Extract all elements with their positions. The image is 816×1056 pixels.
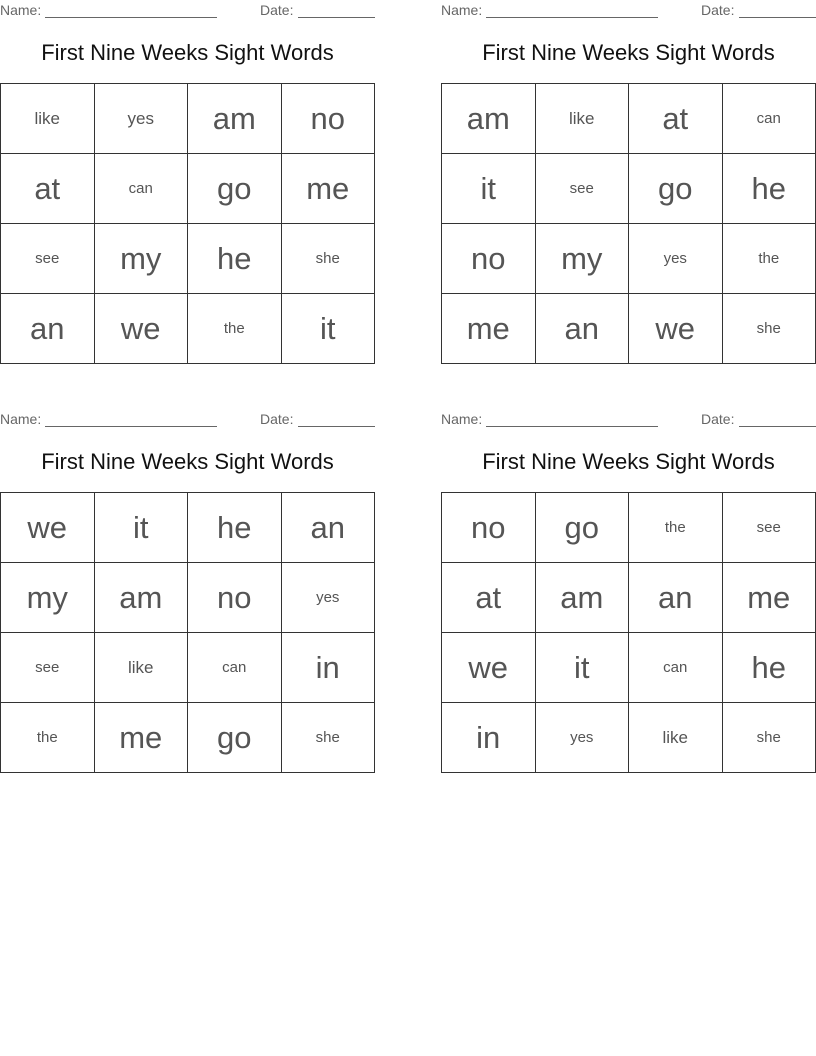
word-cell: see — [722, 493, 816, 563]
word-cell: can — [722, 84, 816, 154]
grid-row — [442, 493, 816, 563]
grid-row — [442, 224, 816, 294]
word-cell: at — [442, 563, 536, 633]
word-cell: am — [535, 563, 629, 633]
word-cell: we — [1, 493, 95, 563]
word-cell: go — [535, 493, 629, 563]
word-grid — [0, 83, 375, 364]
name-date-line — [0, 0, 375, 22]
word-grid — [441, 83, 816, 364]
date-label: Date: — [701, 2, 735, 18]
date-blank-line — [739, 17, 816, 18]
date-label: Date: — [260, 411, 294, 427]
grid-row — [442, 703, 816, 773]
word-cell: the — [1, 703, 95, 773]
word-cell: like — [94, 633, 188, 703]
word-cell: she — [722, 294, 816, 364]
word-cell: at — [629, 84, 723, 154]
bingo-card — [441, 0, 816, 346]
word-cell: can — [188, 633, 282, 703]
name-label: Name: — [441, 411, 483, 427]
word-cell: see — [1, 633, 95, 703]
word-cell: my — [94, 224, 188, 294]
card-title: First Nine Weeks Sight Words — [41, 449, 334, 474]
word-cell: she — [281, 703, 375, 773]
word-cell: she — [281, 224, 375, 294]
grid-row — [1, 154, 375, 224]
word-cell: my — [535, 224, 629, 294]
word-cell: can — [94, 154, 188, 224]
word-cell: an — [281, 493, 375, 563]
word-grid — [0, 492, 375, 773]
word-cell: like — [535, 84, 629, 154]
grid-row — [1, 563, 375, 633]
name-blank-line — [45, 17, 217, 18]
grid-row — [1, 224, 375, 294]
card-title: First Nine Weeks Sight Words — [482, 449, 775, 474]
name-date-line — [0, 409, 375, 431]
word-cell: an — [629, 563, 723, 633]
date-blank-line — [298, 426, 375, 427]
word-cell: the — [188, 294, 282, 364]
date-blank-line — [298, 17, 375, 18]
word-cell: go — [188, 703, 282, 773]
word-cell: see — [1, 224, 95, 294]
word-cell: he — [722, 633, 816, 703]
name-blank-line — [486, 426, 658, 427]
grid-row — [1, 493, 375, 563]
word-cell: go — [188, 154, 282, 224]
word-cell: the — [722, 224, 816, 294]
word-cell: an — [1, 294, 95, 364]
word-cell: am — [188, 84, 282, 154]
word-cell: see — [535, 154, 629, 224]
word-cell: we — [442, 633, 536, 703]
word-cell: me — [281, 154, 375, 224]
word-cell: my — [1, 563, 95, 633]
grid-row — [442, 563, 816, 633]
name-date-line — [441, 0, 816, 22]
word-cell: yes — [94, 84, 188, 154]
word-cell: in — [281, 633, 375, 703]
word-cell: it — [535, 633, 629, 703]
word-cell: she — [722, 703, 816, 773]
word-cell: we — [94, 294, 188, 364]
word-cell: an — [535, 294, 629, 364]
date-label: Date: — [260, 2, 294, 18]
word-cell: in — [442, 703, 536, 773]
name-label: Name: — [0, 2, 42, 18]
word-cell: am — [442, 84, 536, 154]
grid-row — [1, 84, 375, 154]
word-grid — [441, 492, 816, 773]
word-cell: no — [442, 224, 536, 294]
word-cell: go — [629, 154, 723, 224]
word-cell: like — [629, 703, 723, 773]
word-cell: at — [1, 154, 95, 224]
word-cell: he — [188, 493, 282, 563]
name-date-line — [441, 409, 816, 431]
word-cell: we — [629, 294, 723, 364]
word-cell: no — [442, 493, 536, 563]
word-cell: me — [94, 703, 188, 773]
grid-row — [442, 633, 816, 703]
word-cell: it — [281, 294, 375, 364]
name-blank-line — [486, 17, 658, 18]
card-title: First Nine Weeks Sight Words — [482, 40, 775, 65]
word-cell: the — [629, 493, 723, 563]
word-cell: yes — [535, 703, 629, 773]
bingo-card — [441, 409, 816, 755]
word-cell: can — [629, 633, 723, 703]
word-cell: am — [94, 563, 188, 633]
grid-row — [442, 154, 816, 224]
name-blank-line — [45, 426, 217, 427]
word-cell: like — [1, 84, 95, 154]
word-cell: it — [442, 154, 536, 224]
word-cell: no — [281, 84, 375, 154]
bingo-card — [0, 0, 375, 346]
bingo-card — [0, 409, 375, 755]
name-label: Name: — [441, 2, 483, 18]
word-cell: yes — [629, 224, 723, 294]
grid-row — [1, 633, 375, 703]
word-cell: he — [188, 224, 282, 294]
date-label: Date: — [701, 411, 735, 427]
grid-row — [442, 84, 816, 154]
word-cell: no — [188, 563, 282, 633]
word-cell: me — [442, 294, 536, 364]
word-cell: he — [722, 154, 816, 224]
word-cell: it — [94, 493, 188, 563]
name-label: Name: — [0, 411, 42, 427]
grid-row — [442, 294, 816, 364]
word-cell: me — [722, 563, 816, 633]
grid-row — [1, 703, 375, 773]
card-title: First Nine Weeks Sight Words — [41, 40, 334, 65]
word-cell: yes — [281, 563, 375, 633]
date-blank-line — [739, 426, 816, 427]
grid-row — [1, 294, 375, 364]
